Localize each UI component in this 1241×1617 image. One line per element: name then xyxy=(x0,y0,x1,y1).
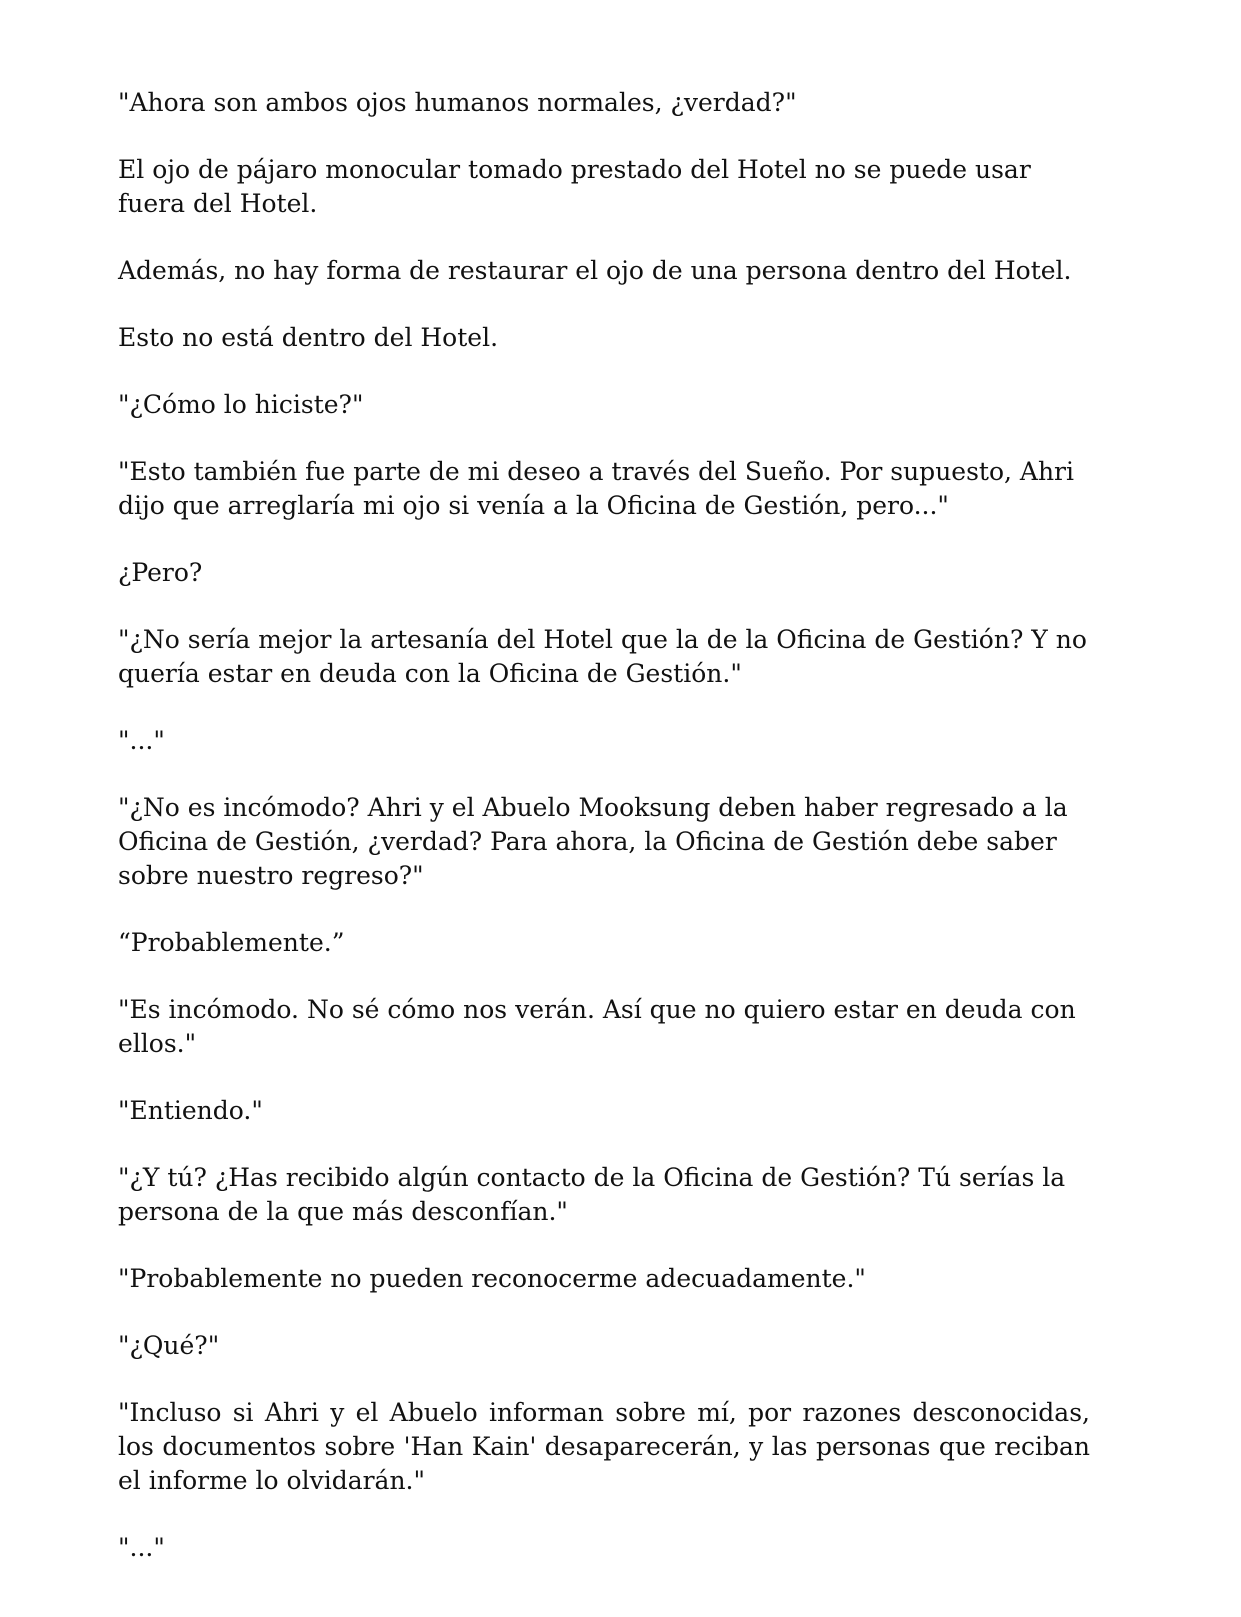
paragraph-5: "¿Cómo lo hiciste?" xyxy=(118,390,364,419)
paragraph-9: "..." xyxy=(118,726,165,755)
paragraph-8: "¿No sería mejor la artesanía del Hotel que la de la Oficina de Gestión? Y no quería estar en deuda con la Oficina de Gestión." xyxy=(118,625,1087,688)
paragraph-12: "Es incómodo. No sé cómo nos verán. Así que no quiero estar en deuda con ellos." xyxy=(118,995,1076,1058)
paragraph-6: "Esto también fue parte de mi deseo a través del Sueño. Por supuesto, Ahri dijo que arreglaría mi ojo si venía a la Oficina de Gestión, pero..." xyxy=(118,457,1075,520)
paragraph-18: "..." xyxy=(118,1533,165,1562)
paragraph-14: "¿Y tú? ¿Has recibido algún contacto de la Oficina de Gestión? Tú serías la persona de la que más desconfían." xyxy=(118,1163,1066,1226)
paragraph-17: "Incluso si Ahri y el Abuelo informan sobre mí, por razones desconocidas, los documentos sobre 'Han Kain' desaparecerán, y las personas que reciban el informe lo olvidarán." xyxy=(118,1398,1090,1495)
paragraph-11: “Probablemente.” xyxy=(118,928,345,957)
paragraph-1: "Ahora son ambos ojos humanos normales, ¿verdad?" xyxy=(118,88,797,117)
paragraph-15: "Probablemente no pueden reconocerme adecuadamente." xyxy=(118,1264,866,1293)
paragraph-16: "¿Qué?" xyxy=(118,1331,220,1360)
document-body xyxy=(118,86,1090,1598)
paragraph-13: "Entiendo." xyxy=(118,1096,263,1125)
paragraph-7: ¿Pero? xyxy=(118,558,203,587)
paragraph-4: Esto no está dentro del Hotel. xyxy=(118,323,499,352)
paragraph-10: "¿No es incómodo? Ahri y el Abuelo Mooksung deben haber regresado a la Oficina de Gestión, ¿verdad? Para ahora, la Oficina de Gestión debe saber sobre nuestro regreso?" xyxy=(118,793,1068,890)
paragraph-2: El ojo de pájaro monocular tomado prestado del Hotel no se puede usar fuera del Hotel. xyxy=(118,155,1031,218)
paragraph-3: Además, no hay forma de restaurar el ojo de una persona dentro del Hotel. xyxy=(118,256,1072,285)
